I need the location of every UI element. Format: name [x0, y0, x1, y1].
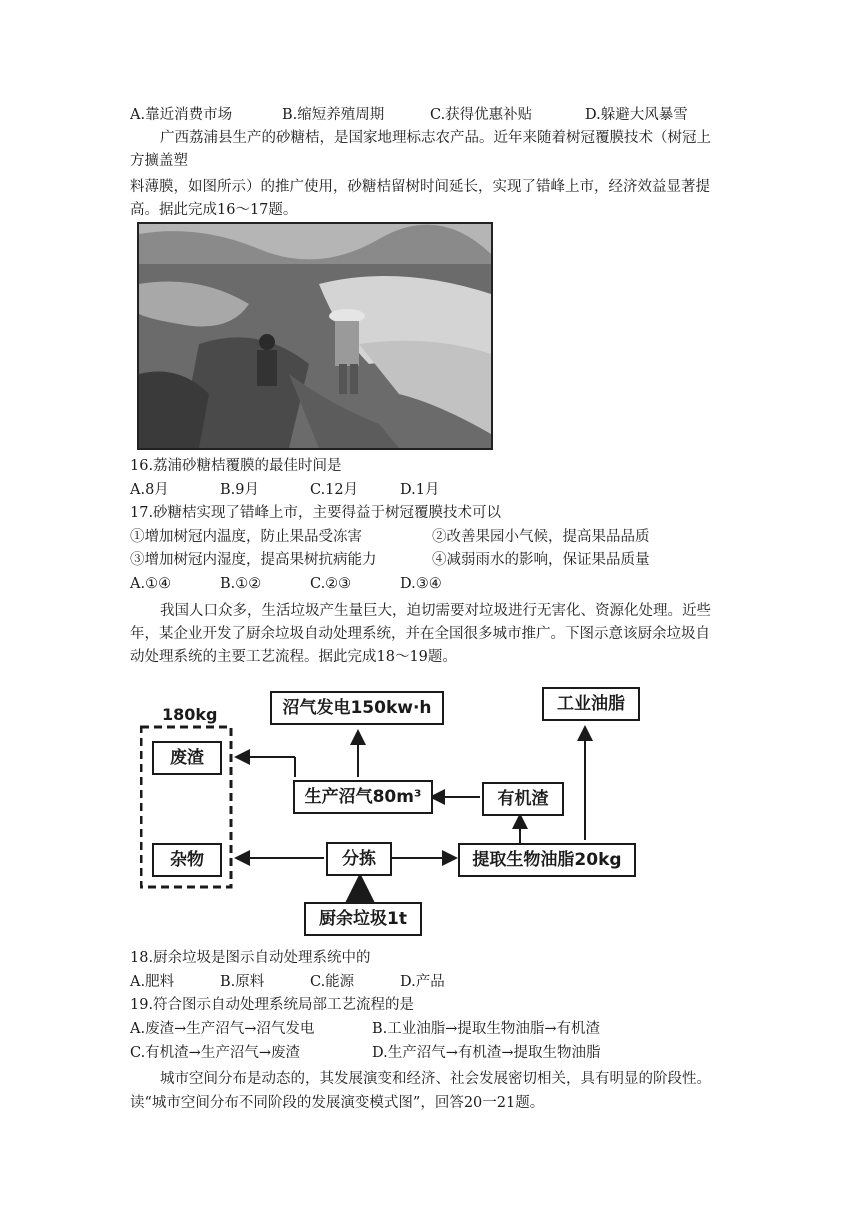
passage1-line4: 高。据此完成16～17题。	[130, 202, 298, 218]
q19-option-d: D.生产沼气→有机渣→提取生物油脂	[372, 1045, 601, 1061]
passage3-line1: 城市空间分布是动态的，其发展演变和经济、社会发展密切相关，具有明显的阶段性。	[160, 1071, 711, 1087]
q15-option-a: A.靠近消费市场	[130, 107, 233, 123]
passage1-line1: 广西荔浦县生产的砂糖桔，是国家地理标志农产品。近年来随着树冠覆膜技术（树冠上	[160, 130, 711, 146]
q19-option-c: C.有机渣→生产沼气→废渣	[130, 1045, 300, 1061]
q17-statement-3: ③增加树冠内湿度，提高果树抗病能力	[130, 552, 377, 568]
q18-option-d: D.产品	[400, 974, 445, 990]
q17-option-b: B.①②	[220, 576, 262, 592]
biogas-production-box: 生产沼气80m³	[293, 780, 433, 814]
industrial-oil-box: 工业油脂	[542, 687, 640, 721]
sundries-box: 杂物	[152, 843, 222, 877]
q16-option-b: B.9月	[220, 482, 259, 498]
q18-option-b: B.原料	[220, 974, 265, 990]
q18-option-a: A.肥料	[130, 974, 175, 990]
q17-option-d: D.③④	[400, 576, 442, 592]
q19-option-b: B.工业油脂→提取生物油脂→有机渣	[372, 1021, 601, 1037]
waste-residue-box: 废渣	[152, 741, 222, 775]
orchard-film-photo	[137, 222, 493, 450]
q17-statement-4: ④减弱雨水的影响，保证果品质量	[432, 552, 650, 568]
kitchen-waste-box: 厨余垃圾1t	[304, 902, 422, 936]
extract-oil-box: 提取生物油脂20kg	[458, 843, 636, 877]
q16-option-a: A.8月	[130, 482, 169, 498]
dashed-group-label: 180kg	[162, 705, 218, 724]
q17-option-c: C.②③	[310, 576, 352, 592]
passage1-line2: 方擴盖塑	[130, 153, 188, 169]
q15-option-d: D.躲避大风暴雪	[585, 107, 688, 123]
q18-option-c: C.能源	[310, 974, 355, 990]
kitchen-waste-flow-diagram	[140, 685, 660, 945]
q19-option-a: A.废渣→生产沼气→沼气发电	[130, 1021, 315, 1037]
passage1-line3: 料薄膜，如图所示）的推广使用，砂糖桔留树时间延长，实现了错峰上市，经济效益显著提	[130, 179, 710, 195]
passage2-line3: 动处理系统的主要工艺流程。据此完成18～19题。	[130, 649, 457, 665]
q17-statement-1: ①增加树冠内温度，防止果品受冻害	[130, 529, 362, 545]
q17-stem: 17.砂糖桔实现了错峰上市，主要得益于树冠覆膜技术可以	[130, 505, 502, 521]
passage3-line2: 读“城市空间分布不同阶段的发展演变模式图”，回答20一21题。	[130, 1095, 545, 1111]
q19-stem: 19.符合图示自动处理系统局部工艺流程的是	[130, 997, 415, 1013]
q15-option-c: C.获得优惠补贴	[430, 107, 533, 123]
organic-residue-box: 有机渣	[482, 782, 564, 816]
q16-stem: 16.荔浦砂糖桔覆膜的最佳时间是	[130, 458, 342, 474]
q15-option-b: B.缩短养殖周期	[282, 107, 385, 123]
q17-statement-2: ②改善果园小气候，提高果品品质	[432, 529, 650, 545]
passage2-line1: 我国人口众多，生活垃圾产生量巨大，迫切需要对垃圾进行无害化、资源化处理。近些	[160, 603, 711, 619]
q18-stem: 18.厨余垃圾是图示自动处理系统中的	[130, 950, 371, 966]
sorting-box: 分拣	[326, 842, 392, 876]
passage2-line2: 年，某企业开发了厨余垃圾自动处理系统，并在全国很多城市推广。下图示意该厨余垃圾自	[130, 626, 710, 642]
q16-option-c: C.12月	[310, 482, 359, 498]
q17-option-a: A.①④	[130, 576, 172, 592]
biogas-power-box: 沼气发电150kw·h	[270, 691, 444, 725]
q16-option-d: D.1月	[400, 482, 440, 498]
